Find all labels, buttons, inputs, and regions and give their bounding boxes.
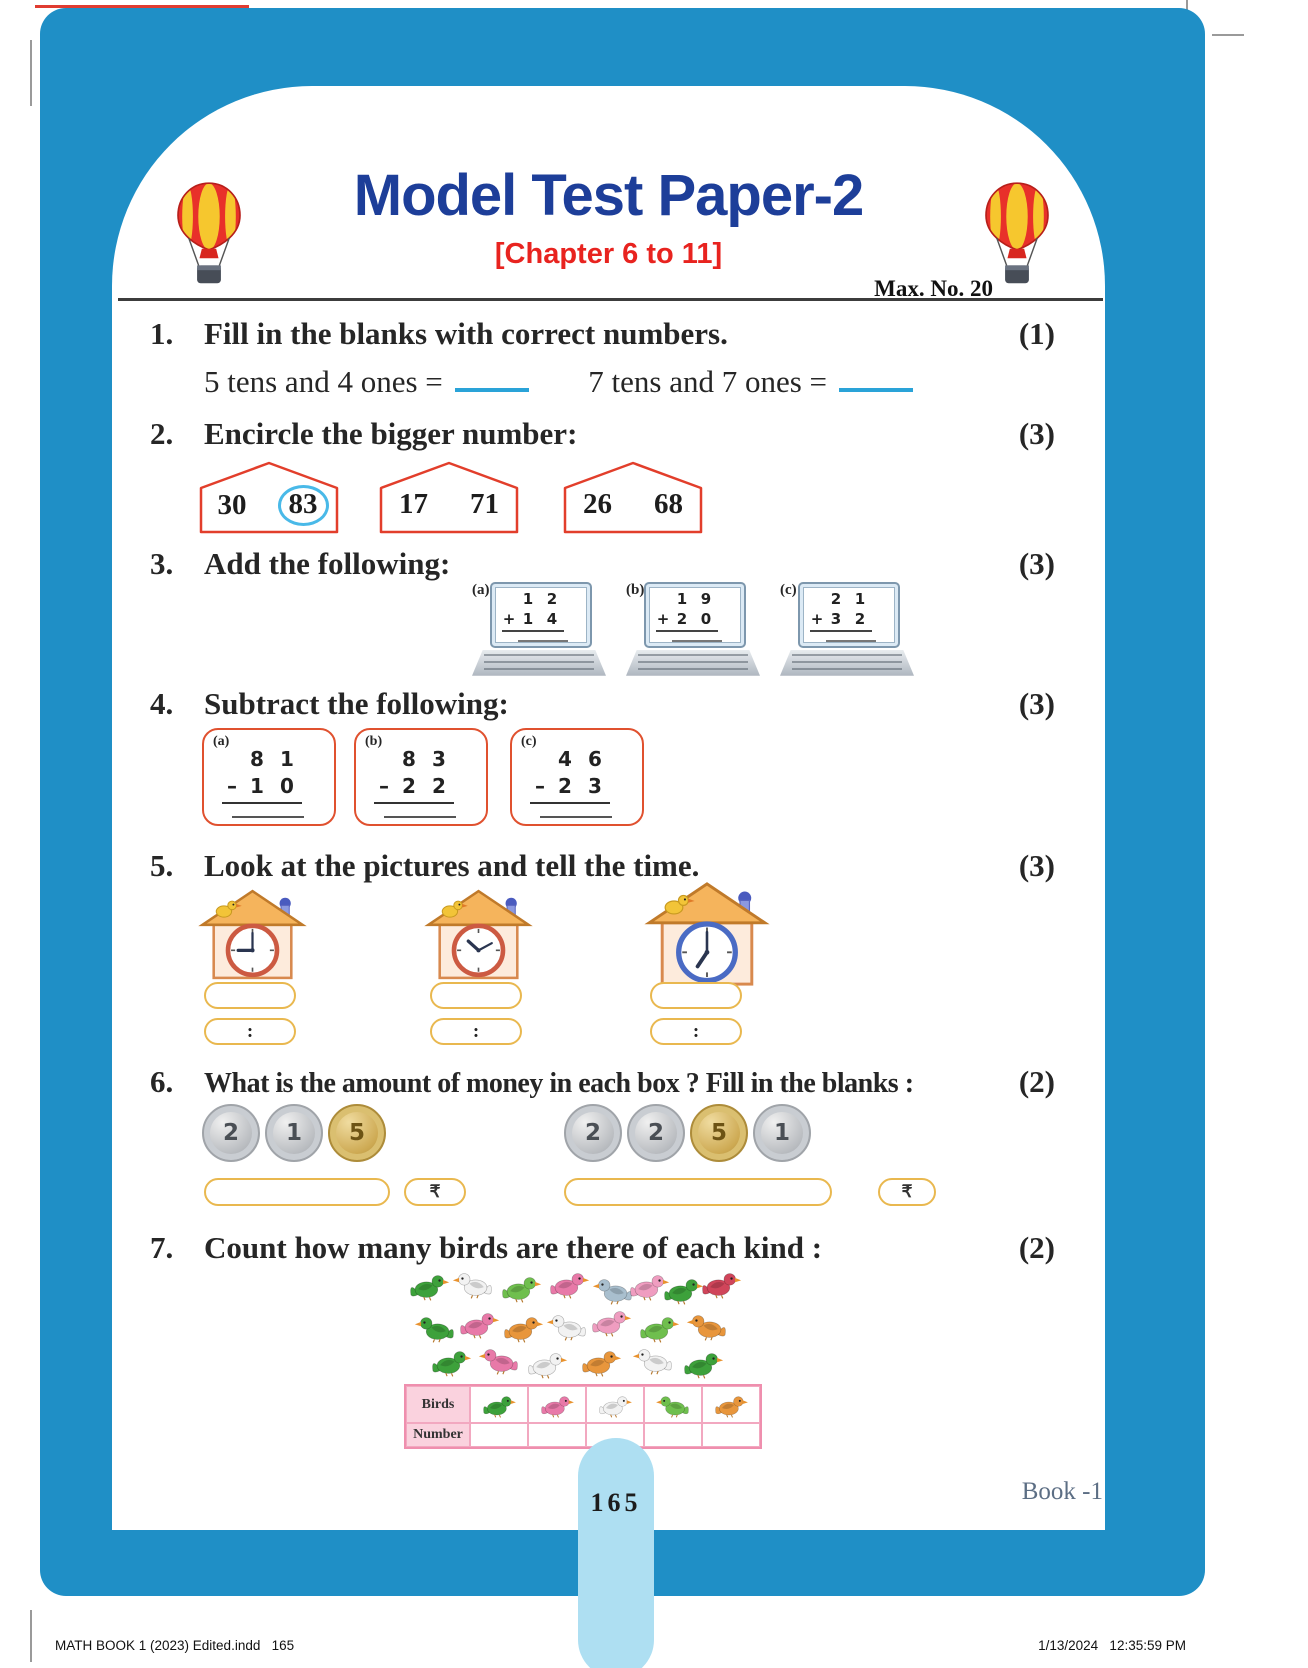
digit: 1 [854,590,866,608]
digit: 2 [424,773,454,804]
pink-bird-icon [478,1344,520,1375]
coin-2-rupee: 2 [564,1104,622,1162]
question-marks: (3) [1018,686,1055,721]
time-answer-box-1[interactable] [204,982,296,1009]
digit: 2 [670,610,694,633]
digit: 0 [694,610,718,633]
operator: + [656,610,670,633]
q1-blank-1[interactable] [455,362,529,392]
problem-digits [810,590,888,632]
question-marks: (2) [1018,1064,1055,1099]
q5-clocks [112,886,1105,988]
pair-number[interactable]: 17 [399,488,428,520]
question-marks: (2) [1018,1230,1055,1265]
digit: 6 [588,747,602,771]
question-number: 6. [150,1064,174,1099]
time-colon-box-1[interactable]: : [204,1018,296,1045]
green-parrot-icon [481,1392,517,1418]
digit: 1 [522,590,534,608]
table-bird-cell [702,1386,760,1423]
page-number-tab [578,1438,654,1668]
digit: 3 [824,610,848,633]
q1-blank-2[interactable] [839,362,913,392]
cuckoo-clock-icon [642,878,772,990]
digit: 1 [242,773,272,804]
footer-timestamp: 1/13/2024 12:35:59 PM [1038,1638,1186,1653]
problem-digits [530,746,642,804]
laptop-keyboard [626,650,760,678]
digit: 3 [580,773,610,804]
digit: 4 [558,747,572,771]
digit: 0 [272,773,302,804]
rupee-badge-1: ₹ [404,1178,466,1206]
pair-number[interactable]: 68 [654,488,683,520]
crop-mark [30,40,32,106]
sparrow-icon [502,1312,544,1343]
number-pair-banner-3 [562,458,704,536]
question-text: Add the following: [204,546,451,581]
bird-count-table [404,1384,762,1449]
red-parrot-icon [700,1268,742,1299]
digit: 8 [402,747,416,771]
answer-line[interactable] [672,640,722,642]
question-number: 2. [150,416,174,451]
coin-2-rupee: 2 [627,1104,685,1162]
max-marks: Max. No. 20 [874,276,993,301]
digit: 8 [250,747,264,771]
q1-label-2: 7 tens and 7 ones = [588,364,828,399]
green-parrot-icon [500,1272,542,1303]
digit: 1 [516,610,540,633]
problem-label: (c) [521,734,537,749]
book-label: Book -1 [1021,1478,1103,1505]
cuckoo-clock-icon [422,886,535,983]
dove-icon [526,1348,568,1379]
answer-line[interactable] [826,640,876,642]
q2-banners [112,458,1105,540]
page-title: Model Test Paper-2 [353,163,864,228]
table-bird-cell [470,1386,528,1423]
green-parrot-icon [655,1392,691,1418]
coin-1-rupee: 1 [753,1104,811,1162]
subtraction-problem-b [354,728,488,826]
question-marks: (3) [1018,546,1055,581]
coin-2-rupee: 2 [202,1104,260,1162]
digit: 9 [700,590,712,608]
sparrow-icon [686,1310,728,1341]
header-divider [118,298,1103,301]
question-text: What is the amount of money in each box ? Fill in the blanks : [204,1068,914,1099]
money-answer-box-1[interactable] [204,1178,390,1206]
content-card [112,86,1105,1530]
bird-cluster [400,1268,782,1380]
dove-icon [546,1310,588,1341]
crop-mark [30,1610,32,1662]
table-bird-cell [586,1386,644,1423]
time-answer-box-2[interactable] [430,982,522,1009]
answer-line[interactable] [540,816,612,818]
coin-1-rupee: 1 [265,1104,323,1162]
laptop-screen [644,582,746,648]
digit: 2 [830,590,842,608]
operator: + [810,610,824,633]
table-row-label: Number [406,1423,470,1447]
pink-bird-icon [539,1392,575,1418]
problem-digits [656,590,734,632]
answer-line[interactable] [232,816,304,818]
question-text: Encircle the bigger number: [204,416,578,451]
green-parrot-icon [682,1348,724,1379]
time-answer-box-3[interactable] [650,982,742,1009]
table-row-label: Birds [406,1386,470,1423]
number-pair-banner-1 [198,458,340,536]
money-box-2 [564,1104,811,1162]
count-answer-cell[interactable] [528,1423,586,1447]
q1-fill-line [204,362,913,400]
green-parrot-icon [430,1346,472,1377]
page-number: 165 [590,1488,642,1517]
digit: 1 [676,590,688,608]
laptop-keyboard [780,650,914,678]
green-parrot-icon [408,1270,450,1301]
time-colon-box-3[interactable]: : [650,1018,742,1045]
q3-laptops [112,582,1105,688]
problem-label: (b) [365,734,383,749]
question-2-row [150,416,1055,452]
question-text: Subtract the following: [204,686,509,721]
digit: 3 [432,747,446,771]
pink-bird-icon [458,1308,500,1339]
addition-problem-a [472,582,608,686]
question-text: Count how many birds are there of each kind : [204,1230,823,1265]
question-4-row [150,686,1055,722]
problem-digits [502,590,580,632]
digit: 2 [550,773,580,804]
problem-label: (c) [780,582,797,598]
question-number: 1. [150,316,174,351]
question-number: 4. [150,686,174,721]
problem-label: (b) [626,582,645,598]
money-box-1 [202,1104,386,1162]
crop-mark [1212,34,1244,36]
circled-number[interactable]: 83 [278,485,329,526]
time-colon-box-2[interactable]: : [430,1018,522,1045]
green-parrot-icon [662,1274,704,1305]
footer-file-info: MATH BOOK 1 (2023) Edited.indd 165 [55,1638,295,1653]
green-parrot-icon [638,1312,680,1343]
sparrow-icon [713,1392,749,1418]
question-marks: (1) [1018,316,1055,351]
answer-line[interactable] [518,640,568,642]
rupee-badge-2: ₹ [878,1178,936,1206]
dove-icon [632,1344,674,1375]
answer-line[interactable] [384,816,456,818]
green-parrot-icon [414,1312,456,1343]
laptop-screen [798,582,900,648]
count-answer-cell[interactable] [470,1423,528,1447]
question-number: 7. [150,1230,174,1265]
pink-bird-icon [590,1306,632,1337]
operator: – [374,773,394,804]
dove-icon [452,1268,494,1299]
count-answer-cell[interactable] [644,1423,702,1447]
pink-bird-icon [548,1268,590,1299]
question-number: 5. [150,848,174,883]
laptop-keyboard [472,650,606,678]
digit: 2 [848,610,872,633]
table-bird-cell [644,1386,702,1423]
table-bird-cell [528,1386,586,1423]
coin-5-rupee: 5 [328,1104,386,1162]
question-5-row [150,848,1055,884]
subtraction-problem-a [202,728,336,826]
question-marks: (3) [1018,416,1055,451]
addition-problem-b [626,582,762,686]
operator: – [530,773,550,804]
money-answer-box-2[interactable] [564,1178,832,1206]
question-1-row [150,316,1055,352]
operator: + [502,610,516,633]
addition-problem-c [780,582,916,686]
laptop-screen [490,582,592,648]
q1-label-1: 5 tens and 4 ones = [204,364,443,399]
digit: 1 [280,747,294,771]
problem-label: (a) [472,582,490,598]
dove-icon [597,1392,633,1418]
coin-5-rupee: 5 [690,1104,748,1162]
problem-digits [374,746,486,804]
question-6-row [150,1064,1055,1100]
chapter-range: [Chapter 6 to 11] [494,238,723,270]
pair-number[interactable]: 26 [583,488,612,520]
digit: 2 [394,773,424,804]
problem-digits [222,746,334,804]
question-3-row [150,546,1055,582]
q4-boxes [112,728,1105,830]
question-text: Look at the pictures and tell the time. [204,848,700,883]
problem-label: (a) [213,734,230,749]
question-marks: (3) [1018,848,1055,883]
cuckoo-clock-icon [196,886,309,983]
subtraction-problem-c [510,728,644,826]
count-answer-cell[interactable] [702,1423,760,1447]
number-pair-banner-2 [378,458,520,536]
digit: 4 [540,610,564,633]
question-text: Fill in the blanks with correct numbers. [204,316,728,351]
pair-number[interactable]: 71 [470,488,499,520]
question-7-row [150,1230,1055,1266]
pair-number[interactable]: 30 [217,489,247,521]
digit: 2 [546,590,558,608]
question-number: 3. [150,546,174,581]
sparrow-icon [580,1346,622,1377]
operator: – [222,773,242,804]
